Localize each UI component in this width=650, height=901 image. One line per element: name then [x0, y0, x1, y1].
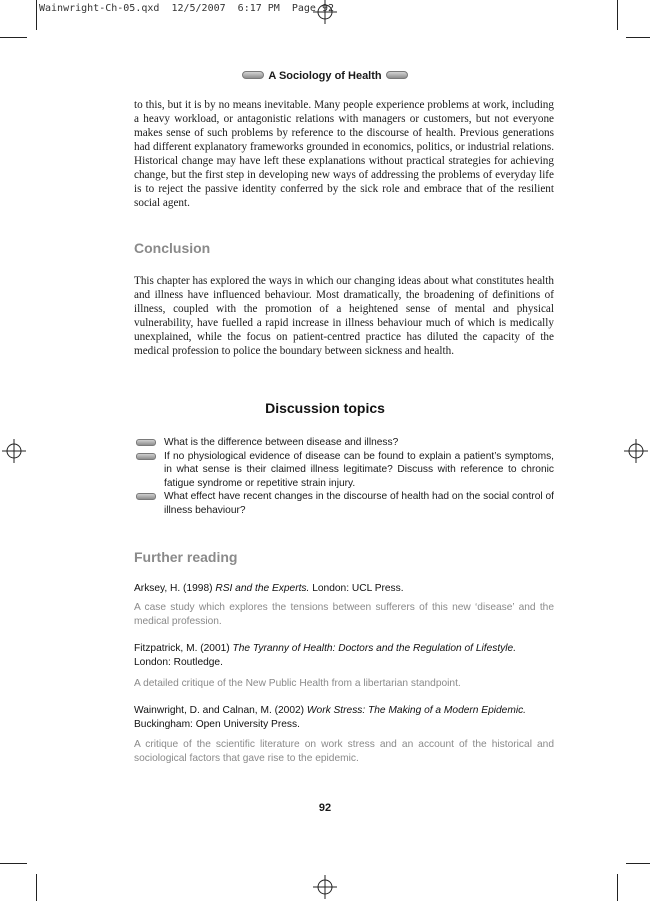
reference-entry — [134, 582, 554, 596]
crop-mark — [626, 863, 650, 864]
running-head — [0, 70, 650, 82]
reference-entry — [134, 704, 554, 732]
crop-mark — [0, 37, 27, 38]
topic-text: If no physiological evidence of disease can be found to explain a patient’s symptoms, in what sense is their claimed illness legitimate? Discuss with reference to chronic fatigue syndrome or repetitive strain injury. — [164, 450, 554, 489]
running-head-title: A Sociology of Health — [268, 70, 382, 82]
reference-entry — [134, 642, 554, 670]
reference-annotation: A critique of the scientific literature on work stress and an account of the historical and sociological factors that gave rise to the epidemic. — [134, 739, 554, 764]
body-paragraph: to this, but it is by no means inevitable. Many people experience problems at work, including a heavy workload, or antagonistic relations with managers or customers, but not everyone makes sense of such problems by reference to the discourse of health. Previous generations had different explanatory frameworks grounded in economics, politics, or industrial relations. Historical change may have left these explanations without practical strategies for achieving change, but the first step in developing new ways of addressing the problems of everyday life is to reject the passive identity conferred by the sick role and embrace that of the resilient social agent. — [134, 99, 554, 209]
crop-mark — [36, 874, 37, 901]
discussion-topics-list — [134, 436, 554, 517]
reference-publisher: London: UCL Press. — [312, 583, 404, 594]
further-reading-heading: Further reading — [134, 549, 238, 565]
print-slug: Wainwright-Ch-05.qxd 12/5/2007 6:17 PM Page 92 — [39, 3, 335, 14]
registration-mark-icon — [313, 875, 337, 899]
pill-bullet-icon — [136, 493, 156, 500]
conclusion-paragraph: This chapter has explored the ways in which our changing ideas about what constitutes health and illness have influenced behaviour. Most dramatically, the broadening of definitions of illness, coupled with the promotion of a heightened sense of mental and physical vulnerability, have fuelled a rapid increase in illness behaviour much of which is medically unexplained, while the focus on patient-centred practice has diluted the capacity of the medical profession to police the boundary between sickness and health. — [134, 275, 554, 357]
list-item — [134, 436, 554, 450]
crop-mark — [36, 0, 37, 30]
topic-text: What effect have recent changes in the discourse of health had on the social control of illness behaviour? — [164, 491, 554, 516]
crop-mark — [617, 0, 618, 30]
reference-annotation: A case study which explores the tensions between sufferers of this new ‘disease’ and the medical profession. — [134, 602, 554, 627]
reference-title: Work Stress: The Making of a Modern Epidemic. — [306, 705, 527, 716]
pill-bullet-icon — [136, 439, 156, 446]
page-number: 92 — [318, 802, 332, 814]
list-item — [134, 450, 554, 491]
discussion-topics-heading: Discussion topics — [265, 400, 385, 416]
list-item — [134, 490, 554, 517]
crop-mark — [617, 874, 618, 901]
crop-mark — [0, 863, 27, 864]
topic-text: What is the difference between disease and illness? — [164, 437, 399, 448]
pill-bullet-icon — [242, 71, 264, 79]
pill-bullet-icon — [386, 71, 408, 79]
reference-annotation: A detailed critique of the New Public Health from a libertarian standpoint. — [134, 678, 461, 689]
reference-title: RSI and the Experts. — [215, 583, 310, 594]
reference-title: The Tyranny of Health: Doctors and the Regulation of Lifestyle. — [232, 643, 517, 654]
reference-author: Arksey, H. (1998) — [134, 583, 213, 594]
reference-author: Wainwright, D. and Calnan, M. (2002) — [134, 705, 305, 716]
registration-mark-icon — [624, 439, 648, 463]
reference-author: Fitzpatrick, M. (2001) — [134, 643, 230, 654]
reference-publisher: London: Routledge. — [134, 657, 223, 668]
pill-bullet-icon — [136, 453, 156, 460]
reference-publisher: Buckingham: Open University Press. — [134, 719, 300, 730]
registration-mark-icon — [2, 439, 26, 463]
conclusion-heading: Conclusion — [134, 240, 211, 256]
registration-mark-icon — [313, 0, 337, 24]
crop-mark — [626, 37, 650, 38]
